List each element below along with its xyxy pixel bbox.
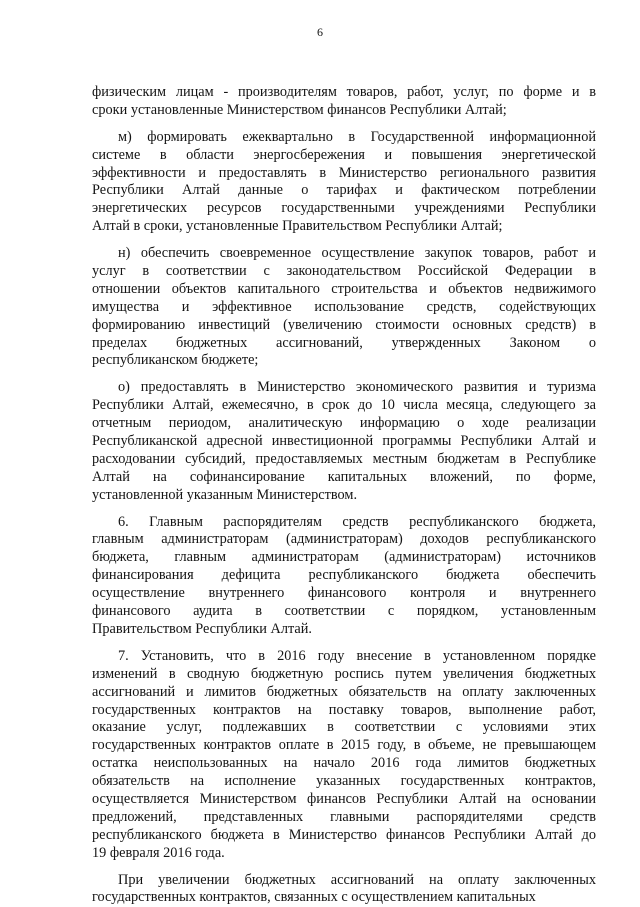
text-line: отношении объектов капитального строительства и объектов недвижимого bbox=[92, 280, 596, 297]
text-line: расходовании субсидий, предоставляемых местным бюджетам в Республике bbox=[92, 450, 596, 467]
paragraph bbox=[92, 514, 596, 639]
paragraph-gap bbox=[92, 505, 596, 514]
text-line: государственных контрактов на поставку товаров, выполнение работ, bbox=[92, 701, 596, 718]
text-line: государственных контрактов оплате в 2015 году, в объеме, не превышающем bbox=[92, 737, 596, 754]
text-line: бюджета, главным администраторам (администраторам) источников bbox=[92, 549, 596, 566]
text-line: установленной указанным Министерством. bbox=[92, 486, 358, 503]
text-line: энергетических ресурсов государственными учреждениями Республики bbox=[92, 200, 596, 217]
paragraph bbox=[92, 379, 596, 504]
text-line: государственных контрактов, связанных с осуществлением капитальных bbox=[92, 889, 536, 906]
text-line: Республиканской адресной инвестиционной программы Республики Алтай и bbox=[92, 433, 596, 450]
text-line: предложений, представленных главными распорядителями средств bbox=[92, 808, 596, 825]
paragraph bbox=[92, 129, 596, 236]
paragraph-gap bbox=[92, 120, 596, 129]
paragraph bbox=[92, 648, 596, 863]
text-line: Республики Алтай, ежемесячно, в срок до 10 числа месяца, следующего за bbox=[92, 397, 596, 414]
text-line: финансового аудита в соответствии с порядком, установленным bbox=[92, 603, 596, 620]
paragraph bbox=[92, 84, 596, 120]
text-line: остатка неиспользованных на начало 2016 года лимитов бюджетных bbox=[92, 755, 596, 772]
text-line: осуществление внутреннего финансового контроля и внутреннего bbox=[92, 585, 596, 602]
text-line: имущества и эффективное использование средств, содействующих bbox=[92, 298, 596, 315]
paragraph-gap bbox=[92, 639, 596, 648]
text-line: Республики Алтай данные о тарифах и фактическом потреблении bbox=[92, 182, 596, 199]
text-line: м) формировать ежеквартально в Государственной информационной bbox=[118, 128, 596, 145]
paragraph-gap bbox=[92, 236, 596, 245]
text-line: При увеличении бюджетных ассигнований на оплату заключенных bbox=[118, 871, 596, 888]
text-line: 19 февраля 2016 года. bbox=[92, 844, 225, 861]
text-line: Правительством Республики Алтай. bbox=[92, 620, 312, 637]
text-line: пределах бюджетных ассигнований, утвержденных Законом о bbox=[92, 334, 596, 351]
text-line: ассигнований и лимитов бюджетных обязательств на оплату заключенных bbox=[92, 683, 596, 700]
text-line: финансирования дефицита республиканского бюджета обеспечить bbox=[92, 567, 596, 584]
text-line: н) обеспечить своевременное осуществление закупок товаров, работ и bbox=[118, 245, 596, 262]
text-line: эффективности и предоставлять в Министерство регионального развития bbox=[92, 164, 596, 181]
text-line: изменений в сводную бюджетную роспись путем увеличения бюджетных bbox=[92, 665, 596, 682]
paragraph-gap bbox=[92, 370, 596, 379]
text-line: услуг в соответствии с законодательством Российской Федерации в bbox=[92, 263, 596, 280]
text-line: Алтай в сроки, установленные Правительством Республики Алтай; bbox=[92, 218, 503, 235]
text-line: отчетным периодом, аналитическую информацию о ходе реализации bbox=[92, 415, 596, 432]
page-number: 6 bbox=[317, 25, 323, 39]
text-line: физическим лицам - производителям товаров, работ, услуг, по форме и в bbox=[92, 84, 596, 100]
paragraph bbox=[92, 872, 596, 907]
text-line: осуществляется Министерством финансов Республики Алтай на основании bbox=[92, 790, 596, 807]
text-line: сроки установленные Министерством финансов Республики Алтай; bbox=[92, 101, 507, 118]
text-line: главным администраторам (администраторам) доходов республиканского bbox=[92, 531, 596, 548]
text-line: системе в области энергосбережения и повышения энергетической bbox=[92, 146, 596, 163]
text-line: республиканского бюджета в Министерство финансов Республики Алтай до bbox=[92, 826, 596, 843]
text-line: о) предоставлять в Министерство экономического развития и туризма bbox=[118, 379, 596, 396]
text-line: формированию инвестиций (увеличению стоимости основных средств) в bbox=[92, 316, 596, 333]
text-line: 7. Установить, что в 2016 году внесение в установленном порядке bbox=[118, 647, 596, 664]
text-line: оказание услуг, подлежавших в соответствии с условиями этих bbox=[92, 719, 596, 736]
text-line: Алтай на софинансирование капитальных вложений, по форме, bbox=[92, 468, 596, 485]
text-line: обязательств на исполнение указанных государственных контрактов, bbox=[92, 773, 596, 790]
text-line: республиканском бюджете; bbox=[92, 352, 259, 369]
document-body bbox=[92, 84, 596, 907]
text-line: 6. Главным распорядителям средств республиканского бюджета, bbox=[118, 513, 596, 530]
paragraph-gap bbox=[92, 863, 596, 872]
paragraph bbox=[92, 245, 596, 370]
